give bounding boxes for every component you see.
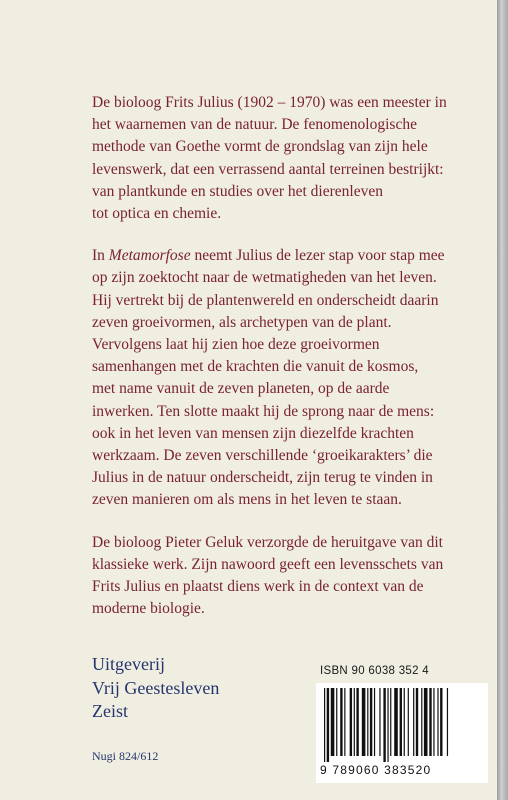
barcode-bar [367, 688, 368, 756]
barcode-bar [390, 688, 391, 756]
book-title: Metamorfose [108, 247, 191, 265]
barcode-bar [433, 688, 434, 756]
barcode-bar [370, 688, 372, 756]
blurb-line: inwerken. Ten slotte maakt hij de sprong naar de mens: [92, 402, 435, 420]
blurb-line: Frits Julius en plaatst diens werk in de context van de [92, 578, 424, 596]
blurb-line: Julius in de natuur onderscheidt, zijn terug te vinden in [92, 469, 433, 487]
barcode-bar [362, 688, 366, 756]
barcode-bar [416, 688, 418, 756]
barcode-digits: 9 789060 383520 [320, 763, 432, 777]
barcode-bar [440, 688, 442, 756]
blurb-line: ook in het leven van mensen zijn diezelfde krachten [92, 424, 414, 442]
barcode-bar [404, 688, 405, 756]
barcode-bar [408, 688, 409, 756]
blurb-line: werkzaam. De zeven verschillende ‘groeikarakters’ die [92, 447, 433, 465]
blurb-paragraph-1 [92, 92, 487, 225]
blurb-line: De bioloog Pieter Geluk verzorgde de heruitgave van dit [92, 533, 443, 551]
blurb-line: levenswerk, dat een verrassend aantal terreinen bestrijkt: [92, 160, 444, 178]
barcode-bar [344, 688, 345, 756]
blurb-line: zeven manieren om als mens in het leven te staan. [92, 491, 402, 509]
blurb-line: klassieke werk. Zijn nawoord geeft een levensschets van [92, 555, 444, 573]
publisher-city: Zeist [92, 701, 128, 721]
blurb-line: moderne biologie. [92, 600, 205, 618]
barcode-bar [374, 688, 375, 756]
blurb-paragraph-3 [92, 532, 487, 621]
barcode-bar [340, 688, 342, 756]
barcode-bar [324, 688, 325, 762]
barcode-bars [322, 688, 482, 762]
blurb-paragraph-2 [92, 245, 487, 511]
barcode-bar [421, 688, 422, 756]
barcode-bar [429, 688, 431, 756]
publisher-line: Uitgeverij [92, 654, 165, 674]
barcode-bar [394, 688, 398, 756]
barcode-bar [350, 688, 352, 756]
blurb-line: van plantkunde en studies over het dierenleven [92, 182, 383, 200]
blurb-line: met name vanuit de zeven planeten, op de aarde [92, 380, 390, 398]
publisher-name: Vrij Geestesleven [92, 677, 220, 698]
nugi-code: Nugi 824/612 [92, 749, 159, 763]
blurb-line: Hij vertrekt bij de plantenwereld en onderscheidt daarin [92, 291, 439, 309]
blurb-text [92, 92, 487, 640]
blurb-line: het waarnemen van de natuur. De fenomenologische [92, 116, 417, 134]
barcode-bar [413, 688, 414, 756]
barcode-bar [379, 688, 380, 756]
blurb-line: methode van Goethe vormt de grondslag van zijn hele [92, 138, 428, 156]
blurb-line: Vervolgens laat hij zien hoe deze groeivormen [92, 336, 380, 354]
blurb-line: zeven groeivormen, als archetypen van de plant. [92, 313, 392, 331]
blurb-line: tot optica en chemie. [92, 205, 222, 223]
barcode-bar [327, 688, 329, 762]
barcode-bar [331, 688, 335, 756]
blurb-line-prefix: In [92, 247, 109, 265]
blurb-line-rest: neemt Julius de lezer stap voor stap mee [190, 247, 445, 265]
barcode-bar [424, 688, 428, 756]
barcode-bar [383, 688, 385, 762]
barcode-bar [356, 688, 358, 756]
barcode-bar [336, 688, 337, 756]
blurb-line: op zijn zoektocht naar de wetmatigheden van het leven. [92, 269, 437, 287]
barcode-bar [400, 688, 402, 756]
barcode-bar [447, 688, 448, 756]
isbn-number: ISBN 90 6038 352 4 [320, 665, 429, 677]
barcode [316, 683, 488, 783]
page-edge [497, 0, 508, 800]
publisher-block [92, 653, 219, 724]
blurb-line: De bioloog Frits Julius (1902 – 1970) was een meester in [92, 94, 447, 111]
blurb-line [92, 245, 487, 267]
blurb-line: samenhangen met de krachten die vanuit de kosmos, [92, 358, 419, 376]
barcode-bar [387, 688, 388, 762]
barcode-bar [354, 688, 355, 756]
barcode-bar [437, 688, 438, 756]
